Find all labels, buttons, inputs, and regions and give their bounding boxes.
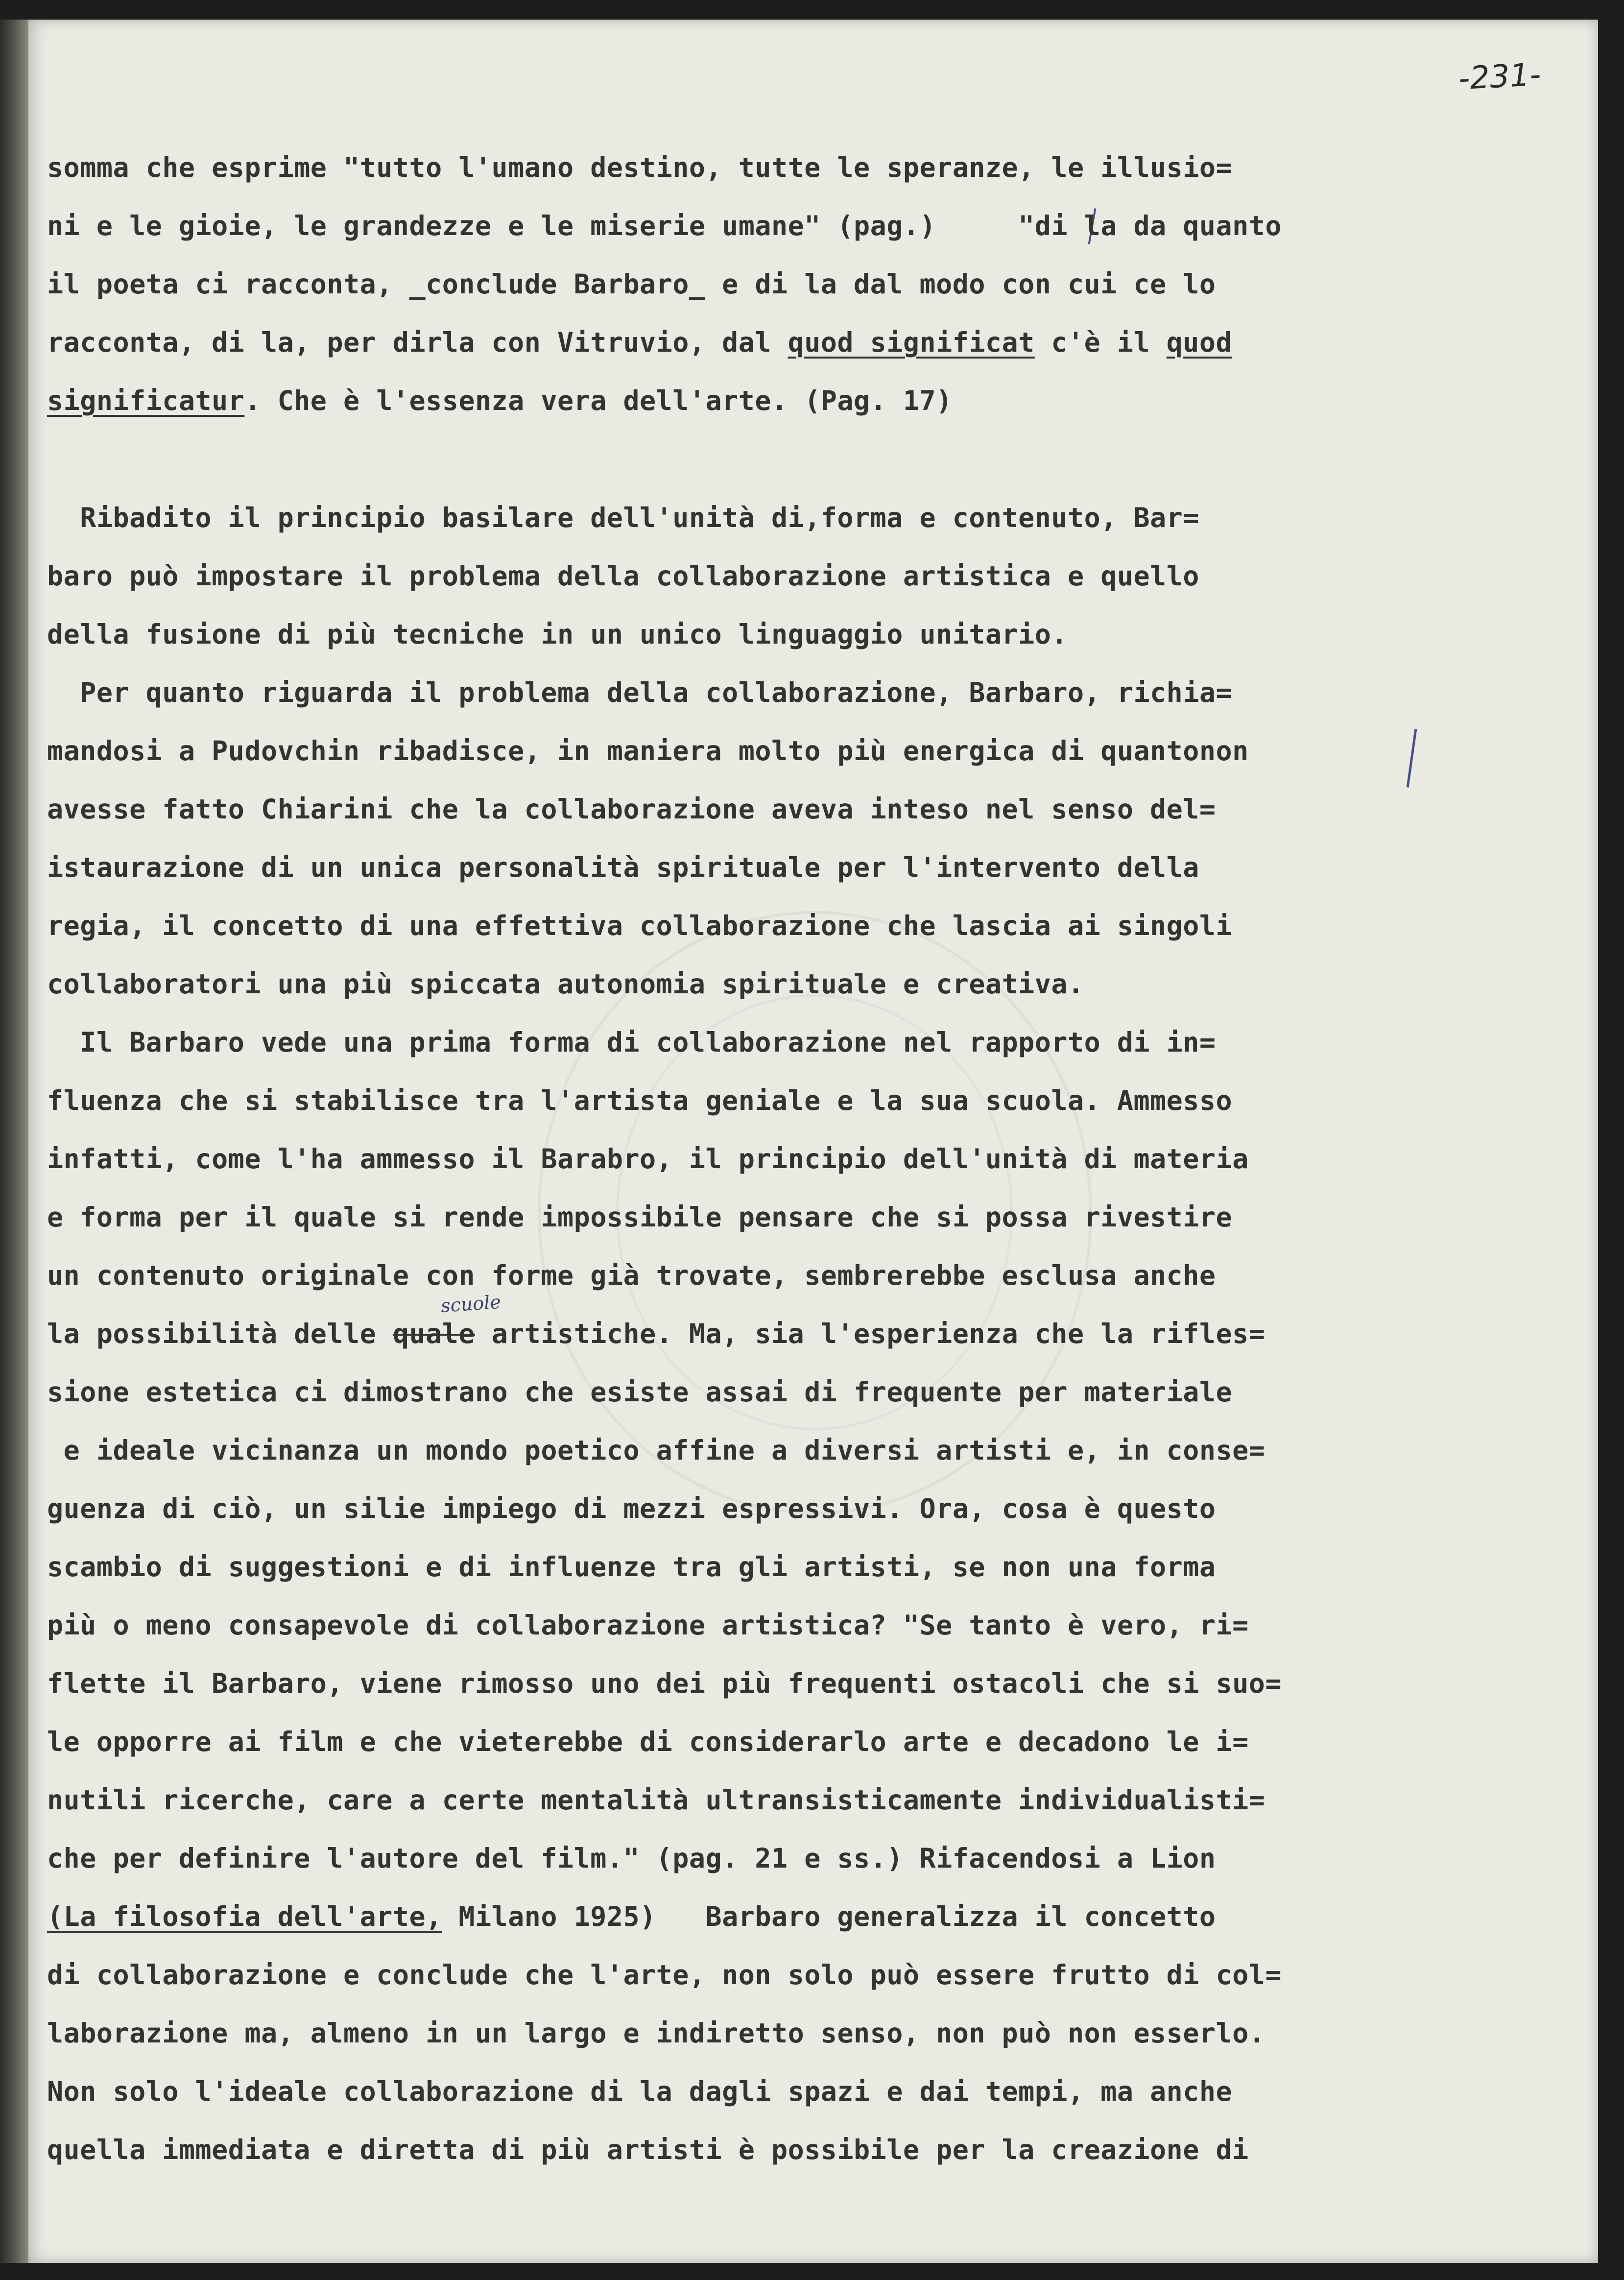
- text-line: somma che esprime "tutto l'umano destino, tutte le speranze, le illusio=: [47, 152, 1233, 183]
- page-number: -231-: [1457, 56, 1542, 97]
- text-line: [47, 1888, 1565, 1946]
- text-segment: racconta, di la, per dirla con Vitruvio, dal: [47, 327, 788, 358]
- text-line: mandosi a Pudovchin ribadisce, in maniera molto più energica di quantonon: [47, 735, 1249, 767]
- facing-page-edge: [0, 20, 28, 2263]
- text-segment: la possibilità delle: [47, 1318, 393, 1349]
- text-line: [47, 313, 1565, 372]
- text-segment: Milano 1925) Barbaro generalizza il concetto: [442, 1901, 1216, 1932]
- text-line: quella immediata e diretta di più artisti è possibile per la creazione di: [47, 2134, 1249, 2165]
- text-line: le opporre ai film e che vieterebbe di considerarlo arte e decadono le i=: [47, 1726, 1249, 1757]
- text-line: un contenuto originale con forme già trovate, sembrerebbe esclusa anche: [47, 1260, 1216, 1291]
- text-segment: artistiche. Ma, sia l'esperienza che la rifles=: [475, 1318, 1266, 1349]
- text-line: laborazione ma, almeno in un largo e indiretto senso, non può non esserlo.: [47, 2017, 1266, 2049]
- text-line: regia, il concetto di una effettiva collaborazione che lascia ai singoli: [47, 910, 1233, 941]
- text-line: e forma per il quale si rende impossibile pensare che si possa rivestire: [47, 1201, 1233, 1233]
- text-line: scambio di suggestioni e di influenze tra gli artisti, se non una forma: [47, 1551, 1216, 1583]
- text-segment: c'è il: [1034, 327, 1167, 358]
- text-line: Ribadito il principio basilare dell'unità di,forma e contenuto, Bar=: [47, 502, 1199, 533]
- text-line: infatti, come l'ha ammesso il Barabro, il principio dell'unità di materia: [47, 1143, 1249, 1175]
- text-line: Il Barbaro vede una prima forma di collaborazione nel rapporto di in=: [47, 1027, 1216, 1058]
- text-line: istaurazione di un unica personalità spirituale per l'intervento della: [47, 852, 1199, 883]
- text-line: flette il Barbaro, viene rimosso uno dei più frequenti ostacoli che si suo=: [47, 1668, 1282, 1699]
- text-line: Non solo l'ideale collaborazione di la dagli spazi e dai tempi, ma anche: [47, 2076, 1233, 2107]
- text-line: più o meno consapevole di collaborazione artistica? "Se tanto è vero, ri=: [47, 1609, 1249, 1641]
- text-line: sione estetica ci dimostrano che esiste assai di frequente per materiale: [47, 1376, 1233, 1408]
- text-line: fluenza che si stabilisce tra l'artista geniale e la sua scuola. Ammesso: [47, 1085, 1233, 1116]
- text-line: e ideale vicinanza un mondo poetico affine a diversi artisti e, in conse=: [47, 1435, 1266, 1466]
- typed-body-text: [47, 139, 1565, 2179]
- underlined-book-title: (La filosofia dell'arte,: [47, 1901, 442, 1932]
- underlined-latin-term: significatur: [47, 385, 245, 416]
- text-line: guenza di ciò, un silie impiego di mezzi espressivi. Ora, cosa è questo: [47, 1493, 1216, 1524]
- text-line: [47, 1305, 1565, 1363]
- text-line: il poeta ci racconta, _conclude Barbaro_ e di la dal modo con cui ce lo: [47, 268, 1216, 300]
- text-line: collaboratori una più spiccata autonomia spirituale e creativa.: [47, 968, 1084, 1000]
- underlined-latin-term: quod: [1166, 327, 1233, 358]
- text-line: avesse fatto Chiarini che la collaborazione aveva inteso nel senso del=: [47, 793, 1216, 825]
- text-line: della fusione di più tecniche in un unico linguaggio unitario.: [47, 619, 1068, 650]
- handwritten-correction: scuole: [440, 1291, 502, 1317]
- text-line: Per quanto riguarda il problema della collaborazione, Barbaro, richia=: [47, 677, 1233, 708]
- text-line: ni e le gioie, le grandezze e le miserie umane" (pag.) "di la da quanto: [47, 210, 1282, 241]
- text-line: che per definire l'autore del film." (pag. 21 e ss.) Rifacendosi a Lion: [47, 1843, 1216, 1874]
- text-line: [47, 372, 1565, 430]
- underlined-latin-term: quod significat: [788, 327, 1035, 358]
- struck-word: quale: [392, 1318, 475, 1349]
- text-line: nutili ricerche, care a certe mentalità ultransisticamente individualisti=: [47, 1784, 1266, 1816]
- text-line: baro può impostare il problema della collaborazione artistica e quello: [47, 560, 1199, 592]
- text-segment: . Che è l'essenza vera dell'arte. (Pag. 17): [244, 385, 953, 416]
- paragraph-gap: [47, 430, 1565, 489]
- text-line: di collaborazione e conclude che l'arte, non solo può essere frutto di col=: [47, 1959, 1282, 1991]
